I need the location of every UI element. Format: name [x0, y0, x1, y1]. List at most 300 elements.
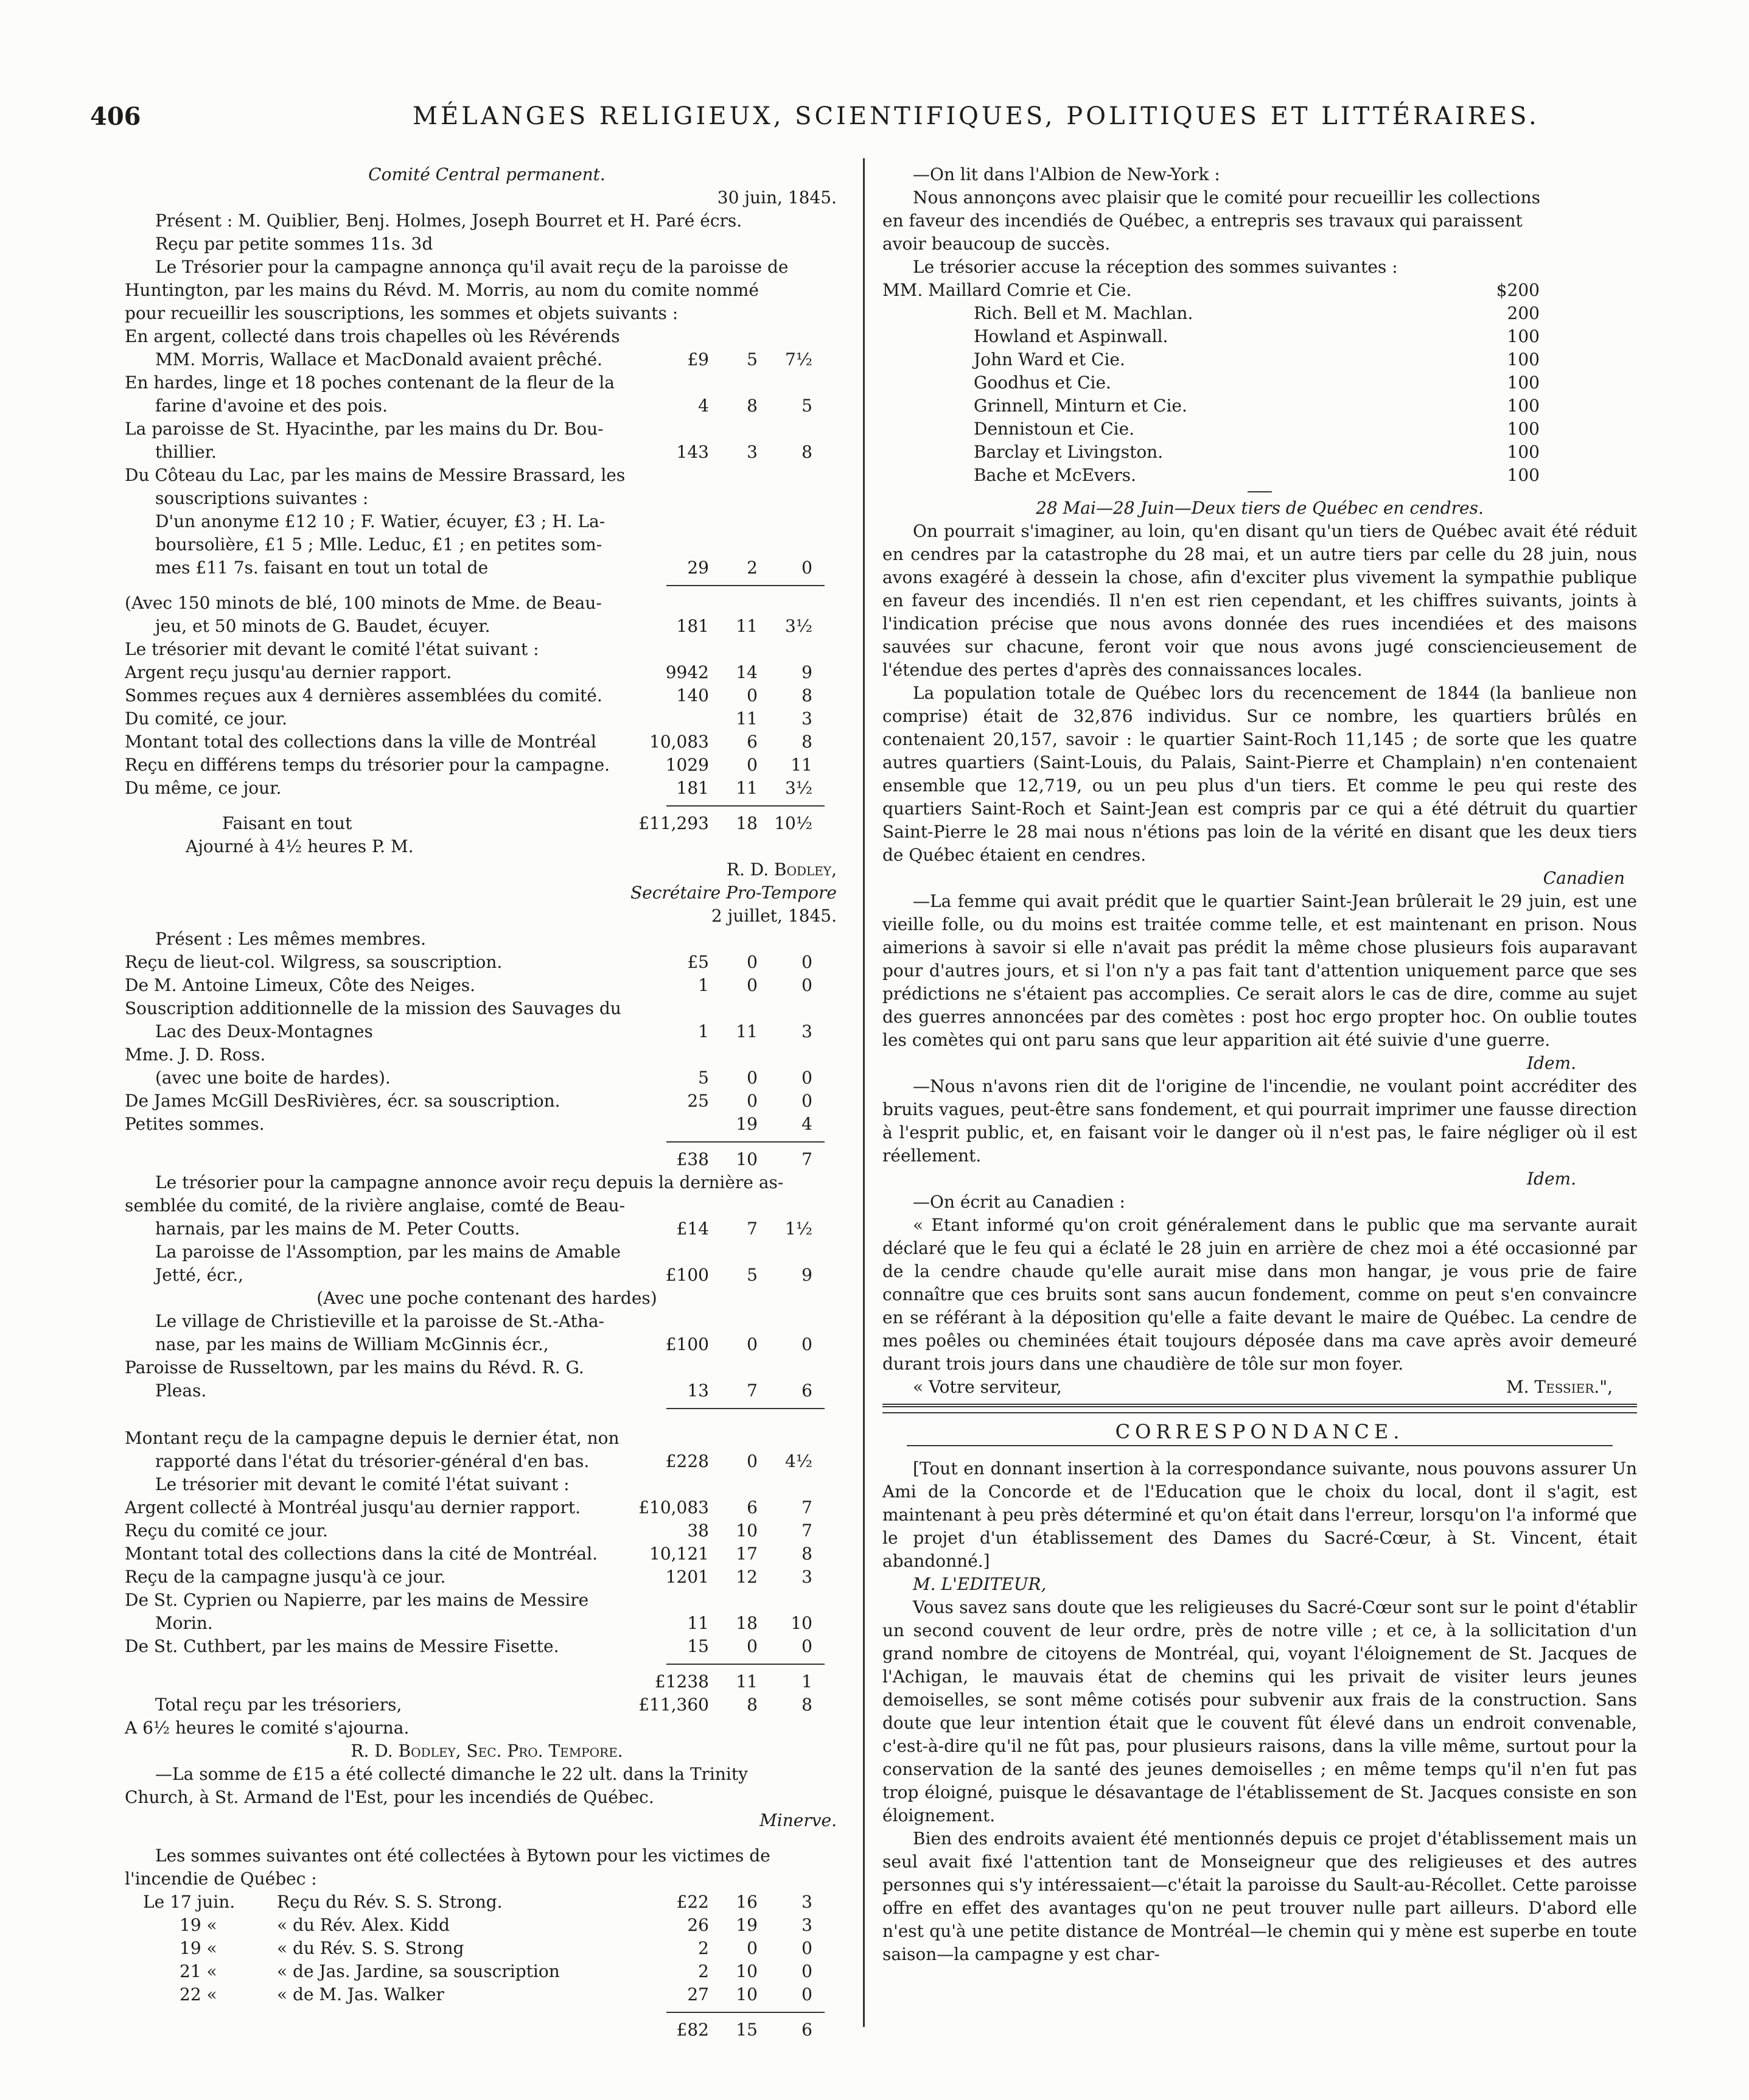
entry-line	[125, 510, 849, 533]
line-text: (avec une boite de hardes).	[155, 1068, 391, 1088]
line-text: mes £11 7s. faisant en tout un total de	[155, 558, 489, 578]
donor-amount: 100	[1507, 326, 1540, 346]
amount-shillings: 0	[747, 1938, 758, 1958]
amount-shillings: 7	[747, 1381, 758, 1401]
amount-pence: 0	[801, 1334, 812, 1354]
amount-shillings: 5	[747, 349, 758, 369]
entry-line	[125, 1043, 849, 1066]
entry-line	[125, 1217, 849, 1241]
amount-pence: 11	[791, 755, 812, 775]
amount-pence: 10½	[774, 813, 812, 833]
text-line	[125, 1867, 849, 1891]
donor-row	[882, 394, 1637, 418]
donor-name: Goodhus et Cie.	[974, 373, 1111, 393]
donor-amount: 100	[1507, 373, 1540, 393]
correspondance-title: CORRESPONDANCE.	[1115, 1420, 1405, 1443]
amount-shillings: 11	[736, 616, 758, 636]
paragraph: « Etant informé qu'on croit généralement dans le public que ma servante aurait déclaré que le feu qui a éclaté le 28 juin en arrière de chez moi a été occasionné par de la cendre chaude qu'elle aurait mise dans mon hangar, je vous prie de faire connaître que ces bruits sont sans aucun fondement, comme on peut s'en convaincre en se référant à la déposition qu'elle a faite devant le maire de Québec. La cendre de mes poêles ou cheminées était toujours déposée dans ma cave après avoir demeuré durant trois jours dans une chaudière de tôle sur mon foyer.	[882, 1215, 1637, 1374]
donor-amount: 100	[1507, 442, 1540, 462]
amount-shillings: 0	[747, 1636, 758, 1656]
amount-pence: 8	[801, 685, 812, 705]
donor-name: Howland et Aspinwall.	[974, 326, 1168, 346]
date-line	[125, 905, 849, 928]
amount-shillings: 5	[747, 1265, 758, 1285]
albion-intro: —On lit dans l'Albion de New-York :	[913, 164, 1220, 184]
source-credit: Idem.	[1526, 1053, 1576, 1073]
ledger-row	[125, 754, 849, 777]
line-text: Montant reçu de la campagne depuis le dernier état, non	[125, 1428, 620, 1448]
entry-line	[125, 1020, 849, 1043]
sum-rule	[125, 1402, 849, 1415]
line-text: Nous annonçons avec plaisir que le comité pour recueillir les collections	[913, 187, 1540, 208]
amount-shillings: 0	[747, 1451, 758, 1471]
bytown-date: 19 «	[180, 1915, 217, 1935]
amount-shillings: 18	[736, 813, 758, 833]
page-header	[90, 102, 1648, 145]
donor-name: John Ward et Cie.	[974, 349, 1125, 369]
amount-pence: 0	[801, 975, 812, 995]
right-column	[882, 163, 1637, 2026]
amount-pence: 3	[801, 1892, 812, 1912]
amount-pence: 7	[801, 1497, 812, 1517]
line-text: rapporté dans l'état du trésorier-général d'en bas.	[155, 1451, 590, 1471]
ledger-row	[125, 707, 849, 730]
letter-intro: —On écrit au Canadien :	[913, 1192, 1125, 1212]
amount-pounds: £228	[665, 1451, 709, 1471]
bytown-label: Reçu du Rév. S. S. Strong.	[277, 1892, 503, 1912]
source-credit	[125, 1809, 849, 1832]
line-text: (Avec 150 minots de blé, 100 minots de Mme. de Beau-	[125, 593, 602, 613]
paragraph: —La femme qui avait prédit que le quartier Saint-Jean brûlerait le 29 juin, est une vieille folle, ou du moins est traitée comme telle, et est maintenant en prison. Nous aimerions à savoir si elle n'avait pas prédit la même chose plusieurs fois auparavant pour d'autres jours, et si l'on n'y a pas fait tant d'attention uniquement parce que ses prédictions ne s'étaient pas accomplies. Ce serait alors le cas de dire, comme au sujet des guerres annoncées par des comètes : post hoc ergo propter hoc. On oublie toutes les comètes qui ont paru sans que leur apparition ait été suivie d'une guerre.	[882, 891, 1637, 1050]
line-text: Le trésorier pour la campagne annonce avoir reçu depuis la dernière as-	[155, 1172, 784, 1192]
entry-line	[125, 1427, 849, 1450]
spacer	[125, 1415, 849, 1427]
entry-line	[125, 533, 849, 556]
text-line	[125, 233, 849, 256]
donor-amount: 100	[1507, 419, 1540, 439]
amount-shillings: 11	[736, 709, 758, 729]
entry-line	[125, 1635, 849, 1658]
amount-pounds: 1201	[665, 1567, 709, 1587]
line-text: jeu, et 50 minots de G. Baudet, écuyer.	[155, 616, 490, 636]
letter-body	[882, 1214, 1637, 1376]
text-line	[125, 1717, 849, 1740]
letter-signature: « Votre serviteur, M. Tessier.",	[913, 1377, 1613, 1397]
amount-pounds: £82	[676, 2020, 709, 2040]
line-text: Pleas.	[155, 1381, 207, 1401]
line-text: De M. Antoine Limeux, Côte des Neiges.	[125, 975, 476, 995]
donor-row	[882, 302, 1637, 325]
amount-shillings: 2	[747, 558, 758, 578]
sum-rule	[125, 1658, 849, 1670]
line-text: Sommes reçues aux 4 dernières assemblées du comité.	[125, 685, 602, 705]
text-line	[125, 1473, 849, 1496]
amount-pence: 8	[801, 442, 812, 462]
donor-name: Barclay et Livingston.	[974, 442, 1164, 462]
amount-shillings: 11	[736, 1021, 758, 1041]
amount-pounds: 2	[698, 1961, 709, 1981]
sum-rule	[125, 1136, 849, 1148]
text-line	[125, 1786, 849, 1809]
entry-line	[125, 371, 849, 394]
line-text: Les sommes suivantes ont été collectées à Bytown pour les victimes de	[155, 1846, 770, 1866]
entry-line	[125, 1589, 849, 1612]
line-text: —La somme de £15 a été collecté dimanche le 22 ult. dans la Trinity	[155, 1764, 748, 1784]
entry-line	[125, 1379, 849, 1402]
line-text: A 6½ heures le comité s'ajourna.	[125, 1718, 410, 1738]
line-text: MM. Morris, Wallace et MacDonald avaient prêché.	[155, 349, 602, 369]
line-text: avoir beaucoup de succès.	[882, 234, 1111, 254]
entry-line	[125, 348, 849, 371]
entry-line	[125, 1310, 849, 1333]
present-line	[125, 928, 849, 951]
amount-pence: 8	[801, 1544, 812, 1564]
ledger-row	[125, 684, 849, 707]
line-text: Reçu de la campagne jusqu'à ce jour.	[125, 1567, 446, 1587]
donor-amount: 100	[1507, 396, 1540, 416]
bytown-date: Le 17 juin.	[143, 1892, 236, 1912]
amount-pounds: £38	[676, 1149, 709, 1169]
line-text: D'un anonyme £12 10 ; F. Watier, écuyer, £3 ; H. La-	[155, 511, 606, 531]
line-text: Le village de Christieville et la paroisse de St.-Atha-	[155, 1311, 604, 1331]
line-text: souscriptions suivantes :	[155, 488, 369, 508]
correspondance-body	[882, 1457, 1637, 1966]
present-line	[125, 209, 849, 233]
amount-pence: 3	[801, 1915, 812, 1935]
entry-line	[125, 951, 849, 974]
ledger-row	[125, 661, 849, 684]
line-text: Du comité, ce jour.	[125, 709, 287, 729]
line-text: Du Côteau du Lac, par les mains de Messire Brassard, les	[125, 465, 626, 485]
amount-pence: 8	[801, 1695, 812, 1715]
amount-shillings: 0	[747, 685, 758, 705]
albion-receipt: Le trésorier accuse la réception des sommes suivantes :	[913, 257, 1398, 277]
text-line	[125, 638, 849, 661]
sum-row	[125, 2018, 849, 2042]
ledger-row	[125, 730, 849, 754]
date-line	[125, 186, 849, 209]
amount-pence: 6	[801, 2020, 812, 2040]
amount-shillings: 16	[736, 1892, 758, 1912]
line-text: Reçu par petite sommes 11s. 3d	[155, 234, 433, 254]
line-text: Reçu de lieut-col. Wilgress, sa souscription.	[125, 952, 503, 972]
line-text: 30 juin, 1845.	[717, 187, 837, 208]
amount-shillings: 15	[736, 2020, 758, 2040]
sum-rule	[125, 800, 849, 812]
paragraph: La population totale de Québec lors du recencement de 1844 (la banlieue non comprise) était de 32,876 individus. Sur ce nombre, les quartiers brûlés en contenaient 20,157, savoir : le quartier Saint-Roch 11,145 ; de sorte que les quatre autres quartiers (Saint-Louis, du Palais, Saint-Pierre et Champlain) n'en contenaient ensemble que 12,719, ou un peu plus d'un tiers. Et comme le peu qui reste des quartiers Saint-Roch et Saint-Jean est compris par ce qui a été détruit du quartier Saint-Pierre le 28 mai nous n'étions pas loin de la vérité en disant que les deux tiers de Québec étaient en cendres.	[882, 683, 1637, 865]
ledger-row	[125, 812, 849, 835]
donor-row	[882, 325, 1637, 348]
amount-pounds: 15	[687, 1636, 709, 1656]
line-text: Secrétaire Pro-Tempore	[630, 883, 837, 903]
text-line	[125, 256, 849, 279]
amount-shillings: 0	[747, 975, 758, 995]
entry-line	[125, 974, 849, 997]
amount-shillings: 6	[747, 1497, 758, 1517]
line-text: Petites sommes.	[125, 1114, 265, 1134]
amount-pounds: 5	[698, 1068, 709, 1088]
amount-pounds: 26	[687, 1915, 709, 1935]
donor-name: Grinnell, Minturn et Cie.	[974, 396, 1187, 416]
left-column	[125, 163, 849, 2040]
amount-pounds: 143	[676, 442, 709, 462]
amount-pounds: 181	[676, 778, 709, 798]
amount-pounds: 10,121	[649, 1544, 709, 1564]
sum-row	[125, 1670, 849, 1693]
signature-title	[125, 881, 849, 905]
line-text: Présent : M. Quiblier, Benj. Holmes, Joseph Bourret et H. Paré écrs.	[155, 211, 742, 231]
amount-pounds: £1238	[654, 1671, 709, 1692]
amount-pounds: 10,083	[649, 732, 709, 752]
entry-line	[125, 1241, 849, 1264]
line-text: La paroisse de l'Assomption, par les mains de Amable	[155, 1242, 621, 1262]
line-text: Huntington, par les mains du Révd. M. Morris, au nom du comite nommé	[125, 280, 759, 300]
donor-row	[882, 348, 1637, 371]
amount-pence: 8	[801, 732, 812, 752]
amount-pounds: 25	[687, 1091, 709, 1111]
bytown-row	[125, 1983, 849, 2006]
amount-pence: 9	[801, 662, 812, 682]
bytown-row	[125, 1960, 849, 1983]
journal-title: MÉLANGES RELIGIEUX, SCIENTIFIQUES, POLITIQUES ET LITTÉRAIRES.	[413, 102, 1540, 130]
line-text: Comité Central permanent.	[368, 164, 606, 184]
line-text: pour recueillir les souscriptions, les sommes et objets suivants :	[125, 303, 679, 323]
text-line	[882, 186, 1637, 209]
entry-line	[125, 1450, 849, 1473]
source-credit: Idem.	[1526, 1169, 1576, 1189]
amount-shillings: 0	[747, 1068, 758, 1088]
bytown-label: « de M. Jas. Walker	[277, 1984, 444, 2004]
sum-row	[125, 1148, 849, 1171]
text-line	[125, 835, 849, 858]
amount-pounds: 181	[676, 616, 709, 636]
donor-row	[882, 464, 1637, 487]
amount-shillings: 7	[747, 1219, 758, 1239]
line-text: Montant total des collections dans la cité de Montréal.	[125, 1544, 598, 1564]
line-text: En argent, collecté dans trois chapelles où les Révérends	[125, 326, 620, 346]
entry-line	[125, 441, 849, 464]
paragraph: Bien des endroits avaient été mentionnés depuis ce projet d'établissement mais un seul avait fixé l'attention tant de Monseigneur que des religieuses et des autres personnes qui s'y intéressaient—c'était la paroisse du Sault-au-Récollet. Cette paroisse offre en effet des avantages qu'on ne peut trouver nulle part ailleurs. D'abord elle n'est qu'à une petite distance de Montréal—le chemin qui y mène est superbe en toute saison—la campagne y est char-	[882, 1829, 1637, 1964]
amount-pounds: £11,293	[638, 813, 709, 833]
line-text: Paroisse de Russeltown, par les mains du Révd. R. G.	[125, 1357, 584, 1377]
amount-shillings: 10	[736, 1521, 758, 1541]
committee-title	[125, 163, 849, 186]
amount-pounds: £22	[676, 1892, 709, 1912]
sum-rule	[125, 579, 849, 592]
amount-pounds: 1029	[665, 755, 709, 775]
spacer	[125, 1832, 849, 1844]
line-text: harnais, par les mains de M. Peter Coutts.	[155, 1219, 520, 1239]
donor-name: Rich. Bell et M. Machlan.	[974, 303, 1193, 323]
amount-pounds: £100	[665, 1334, 709, 1354]
amount-pounds: 140	[676, 685, 709, 705]
amount-pence: 1	[801, 1671, 812, 1692]
amount-pounds: £11,360	[638, 1695, 709, 1715]
entry-line	[125, 418, 849, 441]
text-line	[125, 1194, 849, 1217]
paragraph: On pourrait s'imaginer, au loin, qu'en disant qu'un tiers de Québec avait été réduit en cendres par la catastrophe du 28 mai, et un autre tiers par celle du 28 juin, nous avons exagéré à dessein la chose, afin d'exciter plus vivement la sympathie publique en faveur des incendiés. Il n'en est rien cependant, et les chiffres suivants, joints à l'indication précise que nous avons donnée des rues incendiées et des maisons sauvées sur chacune, feront voir que nous avons jugé consciencieusement de l'étendue des pertes d'après des connaissances locales.	[882, 521, 1637, 680]
amount-shillings: 0	[747, 952, 758, 972]
line-text: De St. Cyprien ou Napierre, par les mains de Messire	[125, 1590, 589, 1610]
amount-pence: 7	[801, 1149, 812, 1169]
donor-name: Dennistoun et Cie.	[974, 419, 1135, 439]
text-line	[125, 302, 849, 325]
line-text: Du même, ce jour.	[125, 778, 282, 798]
amount-pence: 0	[801, 1636, 812, 1656]
amount-shillings: 14	[736, 662, 758, 682]
line-text: La paroisse de St. Hyacinthe, par les mains du Dr. Bou-	[125, 419, 604, 439]
amount-pounds: 4	[698, 396, 709, 416]
amount-pence: 5	[801, 396, 812, 416]
line-text: Reçu en différens temps du trésorier pour la campagne.	[125, 755, 610, 775]
amount-shillings: 11	[736, 1671, 758, 1692]
amount-pounds: £10,083	[638, 1497, 709, 1517]
text-line	[125, 279, 849, 302]
entry-line	[125, 394, 849, 418]
line-text: Morin.	[155, 1613, 213, 1633]
line-text: (Avec une poche contenant des hardes)	[316, 1288, 657, 1308]
line-text: Mme. J. D. Ross.	[125, 1045, 266, 1065]
source-credit: Canadien	[1543, 868, 1625, 888]
amount-shillings: 18	[736, 1613, 758, 1633]
entry-line	[125, 1356, 849, 1379]
ledger-row	[125, 1566, 849, 1589]
entry-line	[125, 1612, 849, 1635]
bytown-row	[125, 1937, 849, 1960]
amount-shillings: 0	[747, 1334, 758, 1354]
bytown-date: 22 «	[180, 1984, 217, 2004]
amount-pounds: 38	[687, 1521, 709, 1541]
ledger-row	[125, 1693, 849, 1717]
bytown-date: 21 «	[180, 1961, 217, 1981]
amount-pence: 3	[801, 709, 812, 729]
paragraph: —Nous n'avons rien dit de l'origine de l'incendie, ne voulant point accréditer des bruits vagues, peut-être sans fondement, et qui pourrait imprimer une fausse direction à l'esprit public, et, en faisant voir le danger où il n'est pas, le faire négliger où il est réellement.	[882, 1076, 1637, 1166]
amount-shillings: 17	[736, 1544, 758, 1564]
donor-row	[882, 418, 1637, 441]
amount-pence: 10	[791, 1613, 812, 1633]
line-text: 2 juillet, 1845.	[711, 906, 837, 926]
donor-amount: 100	[1507, 349, 1540, 369]
entry-line	[125, 1264, 849, 1287]
amount-shillings: 19	[736, 1915, 758, 1935]
entry-line	[125, 1066, 849, 1090]
line-text: farine d'avoine et des pois.	[155, 396, 388, 416]
amount-pence: 3	[801, 1567, 812, 1587]
line-text: Lac des Deux-Montagnes	[155, 1021, 373, 1041]
line-text: Church, à St. Armand de l'Est, pour les incendiés de Québec.	[125, 1787, 654, 1807]
line-text: Le trésorier mit devant le comité l'état suivant :	[125, 639, 539, 659]
donor-name: MM. Maillard Comrie et Cie.	[882, 280, 1132, 300]
divider	[882, 487, 1637, 497]
amount-shillings: 0	[747, 1091, 758, 1111]
editor-note: [Tout en donnant insertion à la correspondance suivante, nous pouvons assurer Un Ami de la Concorde et de l'Education que le choix du local, dont il s'agit, est maintenant à peu près déterminé et qu'on était dans l'erreur, lorsqu'on l'a informé que le projet d'un établissement des Dames du Sacré-Cœur, à St. Vincent, était abandonné.]	[882, 1458, 1637, 1571]
article-body	[882, 1075, 1637, 1167]
amount-shillings: 10	[736, 1984, 758, 2004]
bytown-date: 19 «	[180, 1938, 217, 1958]
line-text: R. D. Bodley, Sec. Pro. Tempore.	[351, 1741, 623, 1761]
amount-shillings: 0	[747, 755, 758, 775]
amount-pence: 9	[801, 1265, 812, 1285]
amount-pence: 3	[801, 1021, 812, 1041]
text-line	[125, 1287, 849, 1310]
donor-name: Bache et McEvers.	[974, 465, 1137, 485]
line-text: Minerve.	[759, 1810, 837, 1830]
line-text: Souscription additionnelle de la mission des Sauvages du	[125, 998, 621, 1018]
amount-pence: 6	[801, 1381, 812, 1401]
ledger-row	[125, 1496, 849, 1519]
amount-pence: 4½	[785, 1451, 812, 1471]
entry-line	[125, 615, 849, 638]
amount-pounds: 2	[698, 1938, 709, 1958]
entry-line	[125, 556, 849, 579]
line-text: en faveur des incendiés de Québec, a entrepris ses travaux qui paraissent	[882, 211, 1523, 231]
amount-pounds: 27	[687, 1984, 709, 2004]
donor-row	[882, 371, 1637, 394]
donor-amount: $200	[1496, 280, 1540, 300]
amount-pence: 7	[801, 1521, 812, 1541]
bytown-label: « du Rév. S. S. Strong	[277, 1938, 464, 1958]
line-text: Total reçu par les trésoriers,	[155, 1695, 402, 1715]
donor-amount: 200	[1507, 303, 1540, 323]
amount-pence: 7½	[785, 349, 812, 369]
line-text: Argent reçu jusqu'au dernier rapport.	[125, 662, 452, 682]
amount-pence: 3½	[785, 616, 812, 636]
ledger-row	[125, 1542, 849, 1566]
text-line	[125, 1844, 849, 1867]
donor-list	[882, 279, 1637, 487]
amount-shillings: 12	[736, 1567, 758, 1587]
bytown-label: « du Rév. Alex. Kidd	[277, 1915, 450, 1935]
amount-shillings: 19	[736, 1114, 758, 1134]
article-body	[882, 520, 1637, 867]
signature	[125, 1740, 849, 1763]
amount-shillings: 8	[747, 396, 758, 416]
amount-shillings: 10	[736, 1149, 758, 1169]
entry-line	[125, 464, 849, 487]
entry-line	[125, 1090, 849, 1113]
amount-pence: 0	[801, 952, 812, 972]
text-line	[125, 1171, 849, 1194]
ledger-row	[125, 777, 849, 800]
amount-pounds: 9942	[665, 662, 709, 682]
amount-shillings: 6	[747, 732, 758, 752]
entry-line	[125, 325, 849, 348]
entry-line	[125, 1333, 849, 1356]
line-text: thillier.	[155, 442, 217, 462]
divider	[907, 1445, 1613, 1447]
divider	[882, 1404, 1637, 1413]
bytown-label: « de Jas. Jardine, sa souscription	[277, 1961, 560, 1981]
entry-line	[125, 1113, 849, 1136]
line-text: R. D. Bodley,	[726, 859, 837, 880]
ledger-row	[125, 1519, 849, 1542]
line-text: Ajourné à 4½ heures P. M.	[186, 836, 414, 856]
amount-pence: 0	[801, 1068, 812, 1088]
line-text: Jetté, écr.,	[155, 1265, 244, 1285]
signature	[125, 858, 849, 881]
entry-line	[125, 487, 849, 510]
amount-pounds: 1	[698, 975, 709, 995]
amount-pence: 0	[801, 558, 812, 578]
amount-shillings: 10	[736, 1961, 758, 1981]
column-divider	[863, 158, 865, 2027]
section-title: 28 Mai—28 Juin—Deux tiers de Québec en cendres.	[1036, 498, 1484, 518]
amount-pounds: 1	[698, 1021, 709, 1041]
amount-pence: 0	[801, 1961, 812, 1981]
amount-pence: 0	[801, 1091, 812, 1111]
line-text: En hardes, linge et 18 poches contenant de la fleur de la	[125, 373, 615, 393]
line-text: Argent collecté à Montréal jusqu'au dernier rapport.	[125, 1497, 581, 1517]
